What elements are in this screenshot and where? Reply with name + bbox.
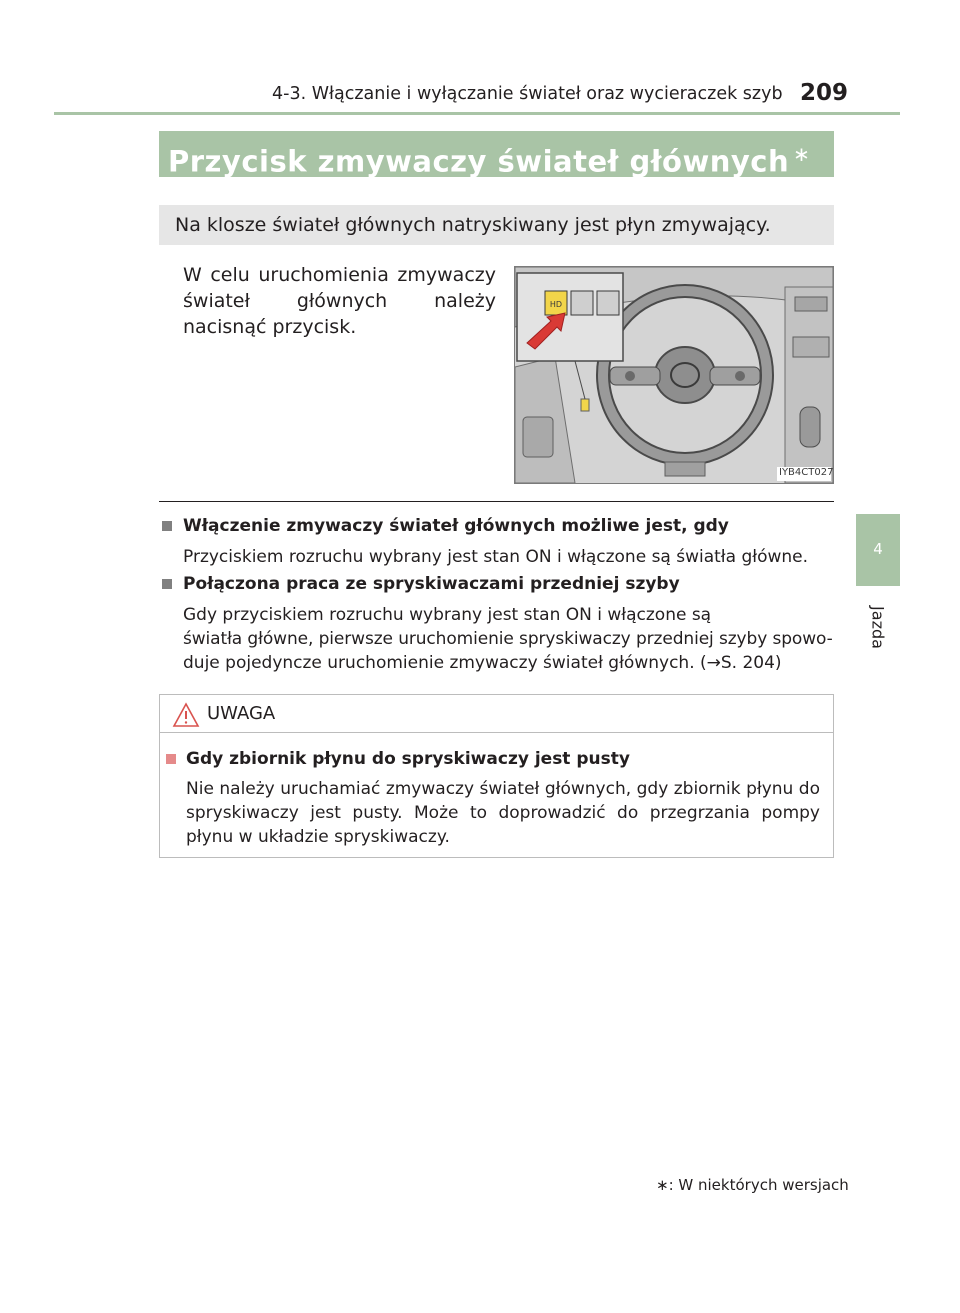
page-reference: S. 204) <box>720 653 782 673</box>
warning-heading: Gdy zbiornik płynu do spryskiwaczy jest pusty <box>186 749 630 769</box>
warning-divider <box>160 732 833 733</box>
warning-body: Nie należy uruchamiać zmywaczy świateł głównych, gdy zbiornik płynu do spryskiwaczy jest pusty. Może to doprowadzić do przegrzania pompy płynu w układzie spryskiwaczy. <box>186 779 820 847</box>
svg-text:HD: HD <box>549 300 563 309</box>
dashboard-illustration <box>514 266 834 484</box>
note-body-2-line1: Gdy przyciskiem rozruchu wybrany jest stan ON i włączone są <box>183 605 712 625</box>
bullet-square-icon <box>162 521 172 531</box>
note-body-2-line2: światła główne, pierwsze uruchomienie spryskiwaczy przedniej szyby spowo- <box>183 629 833 649</box>
title-asterisk: ∗ <box>793 142 811 166</box>
note-heading-2: Połączona praca ze spryskiwaczami przedniej szyby <box>183 574 680 594</box>
note-body-2-line3 <box>183 651 782 675</box>
page-reference-arrow-icon: → <box>706 653 721 673</box>
page-number: 209 <box>800 80 849 106</box>
bullet-square-icon <box>162 579 172 589</box>
instruction-paragraph: W celu uruchomienia zmywaczy świateł głównych należy nacisnąć przycisk. <box>183 264 496 338</box>
chapter-number: 4 <box>873 540 883 558</box>
warning-bullet-square-icon <box>166 754 176 764</box>
section-title-text: Przycisk zmywaczy świateł głównych <box>168 144 790 179</box>
note-body-2-line3-text: duje pojedyncze uruchomienie zmywaczy świateł głównych. ( <box>183 653 707 673</box>
footnote-mark: ∗ <box>656 1176 669 1194</box>
section-title <box>168 131 810 177</box>
intro-text: Na klosze świateł głównych natryskiwany jest płyn zmywający. <box>175 214 771 236</box>
footnote-text: : W niektórych wersjach <box>668 1176 849 1194</box>
warning-label: UWAGA <box>207 703 276 724</box>
section-rule <box>159 501 834 502</box>
figure-code: IYB4CT027 <box>779 467 834 478</box>
dashboard-drawing <box>515 267 833 483</box>
warning-triangle-icon <box>172 702 200 728</box>
header-divider <box>54 112 900 115</box>
note-heading-1: Włączenie zmywaczy świateł głównych możliwe jest, gdy <box>183 516 729 536</box>
running-header: 4-3. Włączanie i wyłączanie świateł oraz wycieraczek szyb <box>272 84 783 104</box>
footnote <box>656 1176 849 1194</box>
chapter-label: Jazda <box>868 606 888 649</box>
note-body-1: Przyciskiem rozruchu wybrany jest stan ON i włączone są światła główne. <box>183 547 809 567</box>
